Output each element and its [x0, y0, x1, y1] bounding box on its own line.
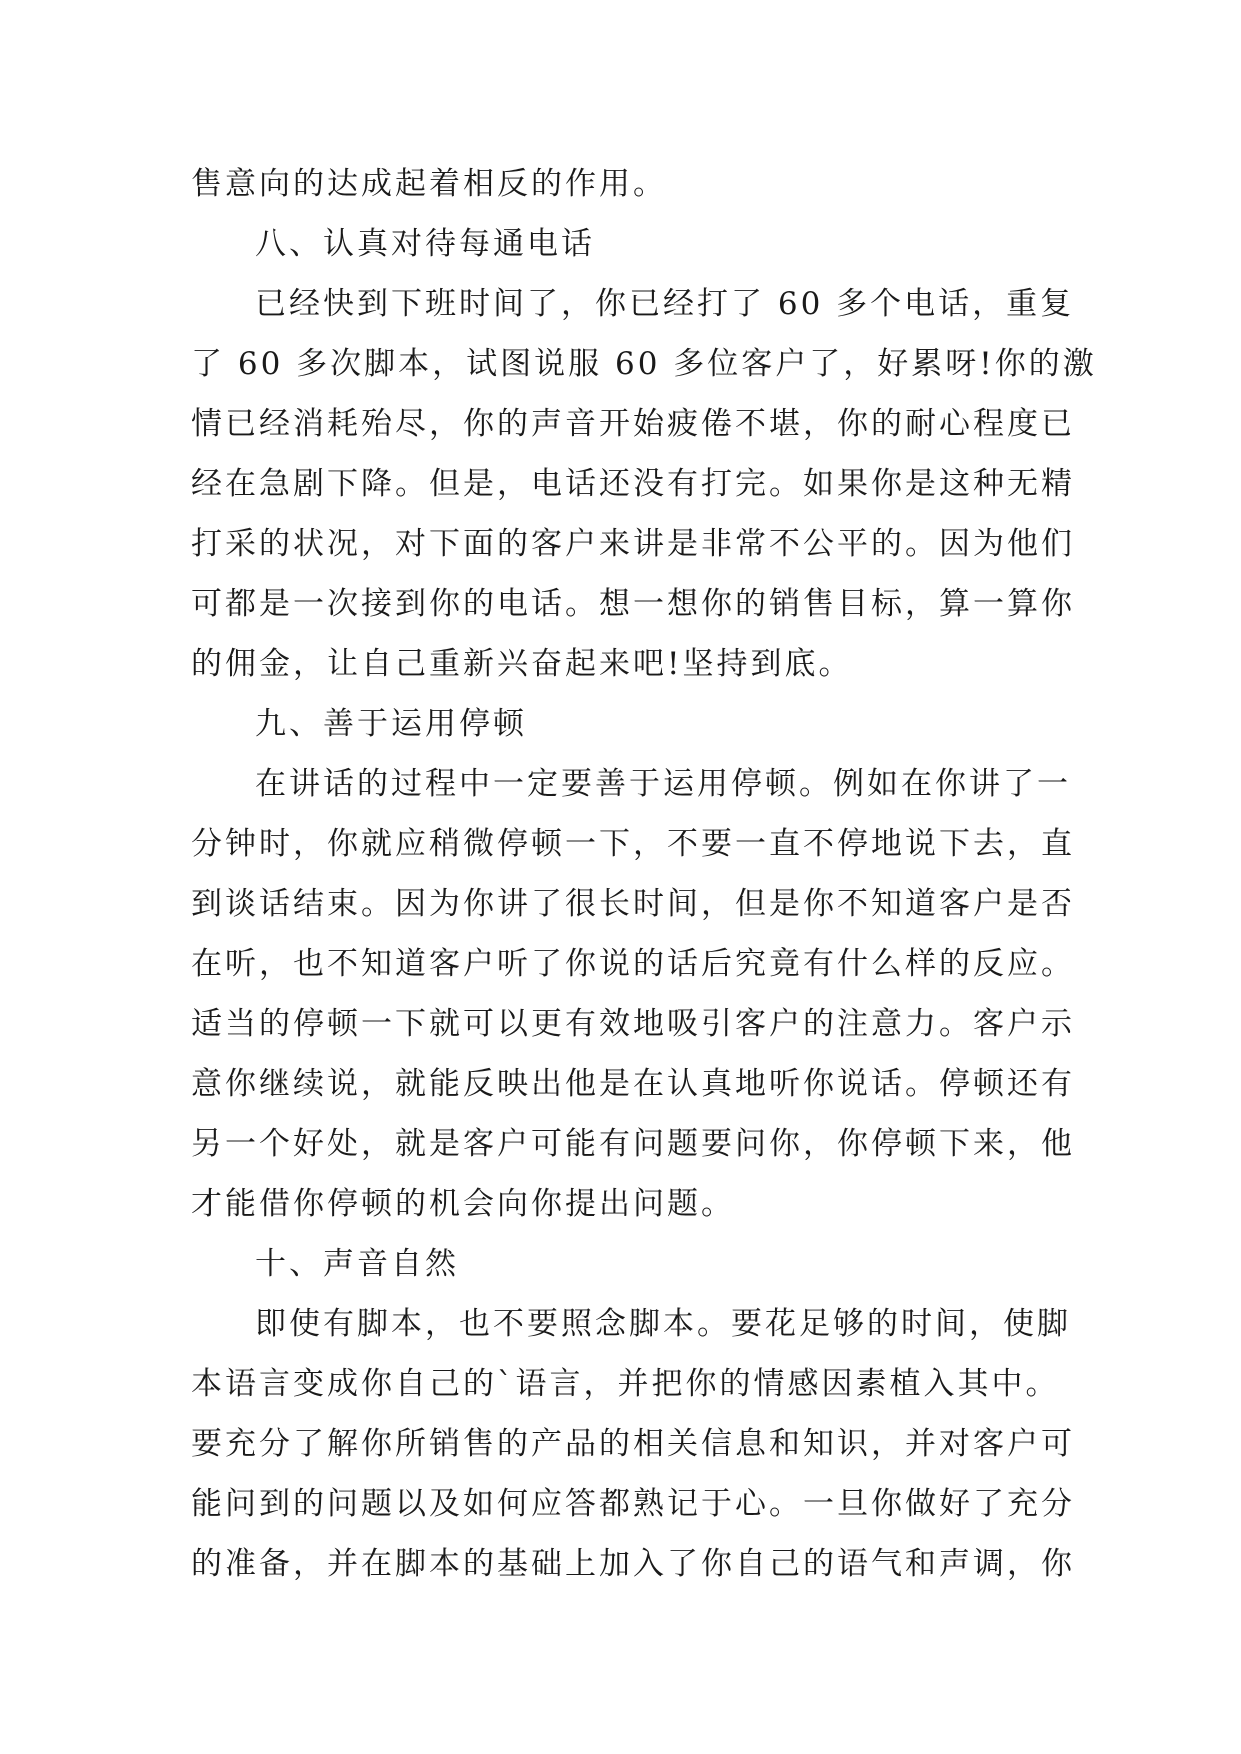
- text-line: 已经快到下班时间了，你已经打了 60 多个电话，重复: [255, 286, 1075, 322]
- text-line: 即使有脚本，也不要照念脚本。要花足够的时间，使脚: [255, 1306, 1071, 1342]
- section-heading: 九、善于运用停顿: [255, 706, 527, 742]
- section-heading: 十、声音自然: [255, 1246, 459, 1282]
- text-line: 打采的状况，对下面的客户来讲是非常不公平的。因为他们: [191, 526, 1075, 562]
- text-line: 意你继续说，就能反映出他是在认真地听你说话。停顿还有: [191, 1066, 1075, 1102]
- text-line: 要充分了解你所销售的产品的相关信息和知识，并对客户可: [191, 1426, 1075, 1462]
- text-line: 了 60 多次脚本，试图说服 60 多位客户了，好累呀!你的激: [191, 346, 1097, 382]
- text-line: 分钟时，你就应稍微停顿一下，不要一直不停地说下去，直: [191, 826, 1075, 862]
- text-line: 才能借你停顿的机会向你提出问题。: [191, 1186, 735, 1222]
- text-line: 经在急剧下降。但是，电话还没有打完。如果你是这种无精: [191, 466, 1075, 502]
- document-body: [191, 154, 1097, 1594]
- text-line: 情已经消耗殆尽，你的声音开始疲倦不堪，你的耐心程度已: [191, 406, 1075, 442]
- text-line: 的准备，并在脚本的基础上加入了你自己的语气和声调，你: [191, 1546, 1075, 1582]
- section-heading: 八、认真对待每通电话: [255, 226, 595, 262]
- text-line: 售意向的达成起着相反的作用。: [191, 166, 667, 202]
- text-line: 在听，也不知道客户听了你说的话后究竟有什么样的反应。: [191, 946, 1075, 982]
- text-line: 可都是一次接到你的电话。想一想你的销售目标，算一算你: [191, 586, 1075, 622]
- text-line: 的佣金，让自己重新兴奋起来吧!坚持到底。: [191, 646, 853, 682]
- text-line: 在讲话的过程中一定要善于运用停顿。例如在你讲了一: [255, 766, 1071, 802]
- text-line: 到谈话结束。因为你讲了很长时间，但是你不知道客户是否: [191, 886, 1075, 922]
- text-line: 能问到的问题以及如何应答都熟记于心。一旦你做好了充分: [191, 1486, 1075, 1522]
- text-line: 适当的停顿一下就可以更有效地吸引客户的注意力。客户示: [191, 1006, 1075, 1042]
- text-line: 本语言变成你自己的`语言，并把你的情感因素植入其中。: [191, 1366, 1060, 1402]
- text-line: 另一个好处，就是客户可能有问题要问你，你停顿下来，他: [191, 1126, 1075, 1162]
